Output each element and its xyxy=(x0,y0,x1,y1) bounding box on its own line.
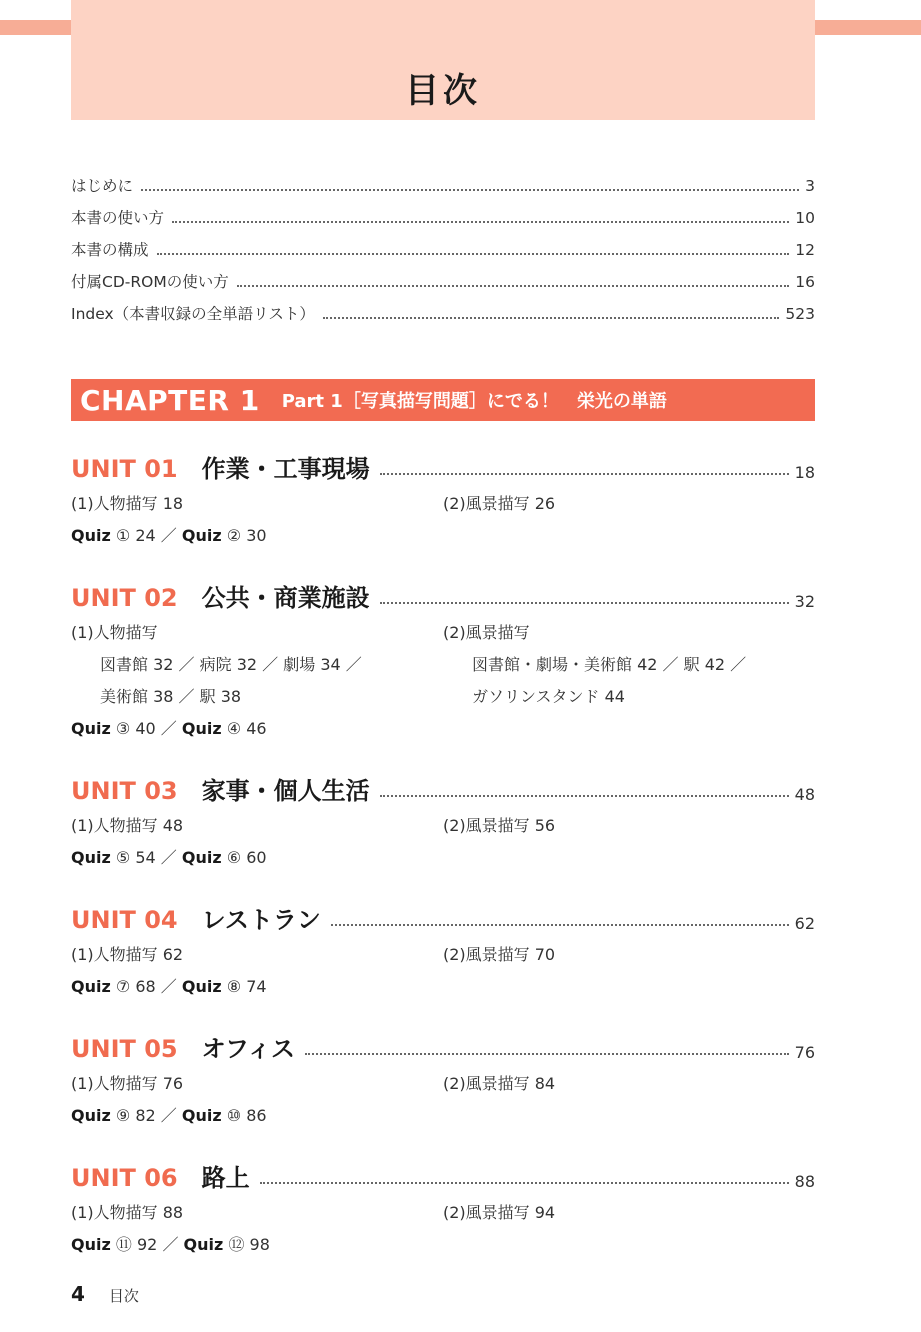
subsection-column-left xyxy=(71,488,443,520)
unit-subsections xyxy=(71,488,815,520)
unit-subsections xyxy=(71,810,815,842)
quiz-number: ① xyxy=(115,526,131,545)
subsection-column-left xyxy=(71,1068,443,1100)
unit-code: UNIT 06 xyxy=(71,1164,178,1192)
unit-subsections xyxy=(71,939,815,971)
subsection-column-left xyxy=(71,1197,443,1229)
quiz-label: Quiz xyxy=(71,1106,111,1125)
toc-entry-label: 本書の構成 xyxy=(71,241,149,259)
page-number: 4 xyxy=(71,1282,85,1306)
quiz-page: 92 xyxy=(137,1235,158,1254)
unit-heading[interactable] xyxy=(71,579,815,613)
dot-leader xyxy=(141,188,799,191)
unit-subsections xyxy=(71,617,815,713)
unit-name: 路上 xyxy=(201,1164,250,1192)
quiz-label: Quiz xyxy=(181,526,222,545)
quiz-page: 46 xyxy=(246,719,267,738)
dot-leader xyxy=(380,601,789,604)
unit-heading[interactable] xyxy=(71,772,815,806)
toc-entry-page: 10 xyxy=(795,209,815,227)
toc-entry-label: はじめに xyxy=(71,177,134,195)
quiz-number: ⑨ xyxy=(115,1106,131,1125)
unit-heading[interactable] xyxy=(71,1159,815,1193)
subsection-line: (1)人物描写 18 xyxy=(71,494,184,513)
subsection-column-left xyxy=(71,939,443,971)
quiz-line xyxy=(71,1229,815,1261)
toc-entry-label: 付属CD-ROMの使い方 xyxy=(71,273,229,291)
subsection-line: (2)風景描写 xyxy=(443,623,530,642)
unit-page: 62 xyxy=(794,914,815,933)
quiz-page: 24 xyxy=(135,526,156,545)
quiz-page: 98 xyxy=(249,1235,270,1254)
subsection-column-right xyxy=(443,617,815,713)
unit-page: 48 xyxy=(794,785,815,804)
unit-list xyxy=(71,450,815,1288)
toc-entry-label: Index（本書収録の全単語リスト） xyxy=(71,305,315,323)
quiz-label: Quiz xyxy=(183,1235,224,1254)
dot-leader xyxy=(380,794,789,797)
toc-entry-page: 16 xyxy=(795,273,815,291)
quiz-separator: ／ xyxy=(155,719,182,738)
quiz-line xyxy=(71,713,815,745)
unit-code: UNIT 03 xyxy=(71,777,178,805)
quiz-number: ④ xyxy=(226,719,242,738)
unit-code: UNIT 02 xyxy=(71,584,178,612)
quiz-separator: ／ xyxy=(157,1235,184,1254)
page-footer xyxy=(71,1282,139,1306)
unit-heading[interactable] xyxy=(71,450,815,484)
quiz-number: ⑤ xyxy=(115,848,131,867)
quiz-label: Quiz xyxy=(71,526,111,545)
quiz-page: 82 xyxy=(135,1106,156,1125)
unit-section xyxy=(71,1030,815,1132)
subsection-line: (1)人物描写 62 xyxy=(71,945,184,964)
unit-name: レストラン xyxy=(201,906,321,934)
subsection-line: (1)人物描写 88 xyxy=(71,1203,184,1222)
unit-section xyxy=(71,772,815,874)
unit-page: 32 xyxy=(794,592,815,611)
unit-heading[interactable] xyxy=(71,901,815,935)
unit-name: 作業・工事現場 xyxy=(201,455,370,483)
unit-code: UNIT 04 xyxy=(71,906,178,934)
subsection-line: (1)人物描写 xyxy=(71,623,158,642)
chapter-number: CHAPTER 1 xyxy=(80,383,260,417)
front-matter-list xyxy=(71,168,815,328)
dot-leader xyxy=(331,923,789,926)
quiz-page: 68 xyxy=(135,977,156,996)
subsection-line: (2)風景描写 84 xyxy=(443,1074,556,1093)
toc-entry[interactable] xyxy=(71,200,815,232)
quiz-label: Quiz xyxy=(71,848,111,867)
subsection-column-right xyxy=(443,810,815,842)
subsection-column-left xyxy=(71,617,443,713)
subsection-line: (2)風景描写 26 xyxy=(443,494,556,513)
unit-subsections xyxy=(71,1068,815,1100)
dot-leader xyxy=(323,316,780,319)
quiz-separator: ／ xyxy=(155,526,182,545)
unit-heading[interactable] xyxy=(71,1030,815,1064)
subsection-line: ガソリンスタンド 44 xyxy=(472,687,625,706)
subsection-column-right xyxy=(443,939,815,971)
subsection-column-right xyxy=(443,1068,815,1100)
quiz-page: 74 xyxy=(246,977,267,996)
quiz-label: Quiz xyxy=(181,977,222,996)
quiz-line xyxy=(71,842,815,874)
footer-label: 目次 xyxy=(108,1287,139,1305)
quiz-page: 60 xyxy=(246,848,267,867)
quiz-separator: ／ xyxy=(155,1106,182,1125)
quiz-number: ⑫ xyxy=(228,1235,245,1254)
unit-subsections xyxy=(71,1197,815,1229)
subsection-line: (1)人物描写 76 xyxy=(71,1074,184,1093)
unit-section xyxy=(71,901,815,1003)
unit-page: 18 xyxy=(794,463,815,482)
dot-leader xyxy=(305,1052,789,1055)
quiz-number: ⑩ xyxy=(226,1106,242,1125)
subsection-column-right xyxy=(443,1197,815,1229)
unit-name: 家事・個人生活 xyxy=(201,777,370,805)
unit-name: 公共・商業施設 xyxy=(201,584,370,612)
unit-page: 76 xyxy=(794,1043,815,1062)
dot-leader xyxy=(237,284,790,287)
quiz-page: 40 xyxy=(135,719,156,738)
quiz-number: ⑥ xyxy=(226,848,242,867)
quiz-label: Quiz xyxy=(181,719,222,738)
toc-entry-page: 523 xyxy=(785,305,815,323)
toc-entry-label: 本書の使い方 xyxy=(71,209,165,227)
toc-entry-page: 12 xyxy=(795,241,815,259)
quiz-separator: ／ xyxy=(155,977,182,996)
quiz-page: 54 xyxy=(135,848,156,867)
subsection-line: (1)人物描写 48 xyxy=(71,816,184,835)
subsection-column-right xyxy=(443,488,815,520)
quiz-line xyxy=(71,971,815,1003)
quiz-label: Quiz xyxy=(71,719,111,738)
unit-section xyxy=(71,1159,815,1261)
dot-leader xyxy=(260,1181,789,1184)
quiz-separator: ／ xyxy=(155,848,182,867)
subsection-line: 図書館 32 ／ 病院 32 ／ 劇場 34 ／ xyxy=(100,655,362,674)
dot-leader xyxy=(172,220,789,223)
quiz-line xyxy=(71,1100,815,1132)
toc-entry[interactable] xyxy=(71,264,815,296)
subsection-line: 図書館・劇場・美術館 42 ／ 駅 42 ／ xyxy=(472,655,747,674)
quiz-number: ⑪ xyxy=(115,1235,132,1254)
quiz-line xyxy=(71,520,815,552)
toc-entry-page: 3 xyxy=(805,177,815,195)
unit-section xyxy=(71,579,815,745)
subsection-line: (2)風景描写 70 xyxy=(443,945,556,964)
quiz-label: Quiz xyxy=(71,977,111,996)
unit-section xyxy=(71,450,815,552)
quiz-number: ⑧ xyxy=(226,977,242,996)
unit-name: オフィス xyxy=(201,1035,296,1063)
quiz-number: ② xyxy=(226,526,242,545)
unit-code: UNIT 05 xyxy=(71,1035,178,1063)
toc-entry[interactable] xyxy=(71,168,815,200)
chapter-banner xyxy=(71,379,815,421)
subsection-line: (2)風景描写 56 xyxy=(443,816,556,835)
quiz-label: Quiz xyxy=(71,1235,111,1254)
subsection-line: 美術館 38 ／ 駅 38 xyxy=(100,687,242,706)
subsection-line: (2)風景描写 94 xyxy=(443,1203,556,1222)
quiz-number: ③ xyxy=(115,719,131,738)
subsection-column-left xyxy=(71,810,443,842)
dot-leader xyxy=(380,472,789,475)
title-box xyxy=(71,0,815,120)
chapter-subtitle: Part 1［写真描写問題］にでる！ 栄光の単語 xyxy=(281,391,667,412)
quiz-label: Quiz xyxy=(181,1106,222,1125)
toc-entry[interactable] xyxy=(71,232,815,264)
quiz-page: 30 xyxy=(246,526,267,545)
dot-leader xyxy=(157,252,790,255)
quiz-page: 86 xyxy=(246,1106,267,1125)
unit-code: UNIT 01 xyxy=(71,455,178,483)
unit-page: 88 xyxy=(794,1172,815,1191)
quiz-number: ⑦ xyxy=(115,977,131,996)
page-title: 目次 xyxy=(405,71,481,111)
toc-entry[interactable] xyxy=(71,296,815,328)
quiz-label: Quiz xyxy=(181,848,222,867)
